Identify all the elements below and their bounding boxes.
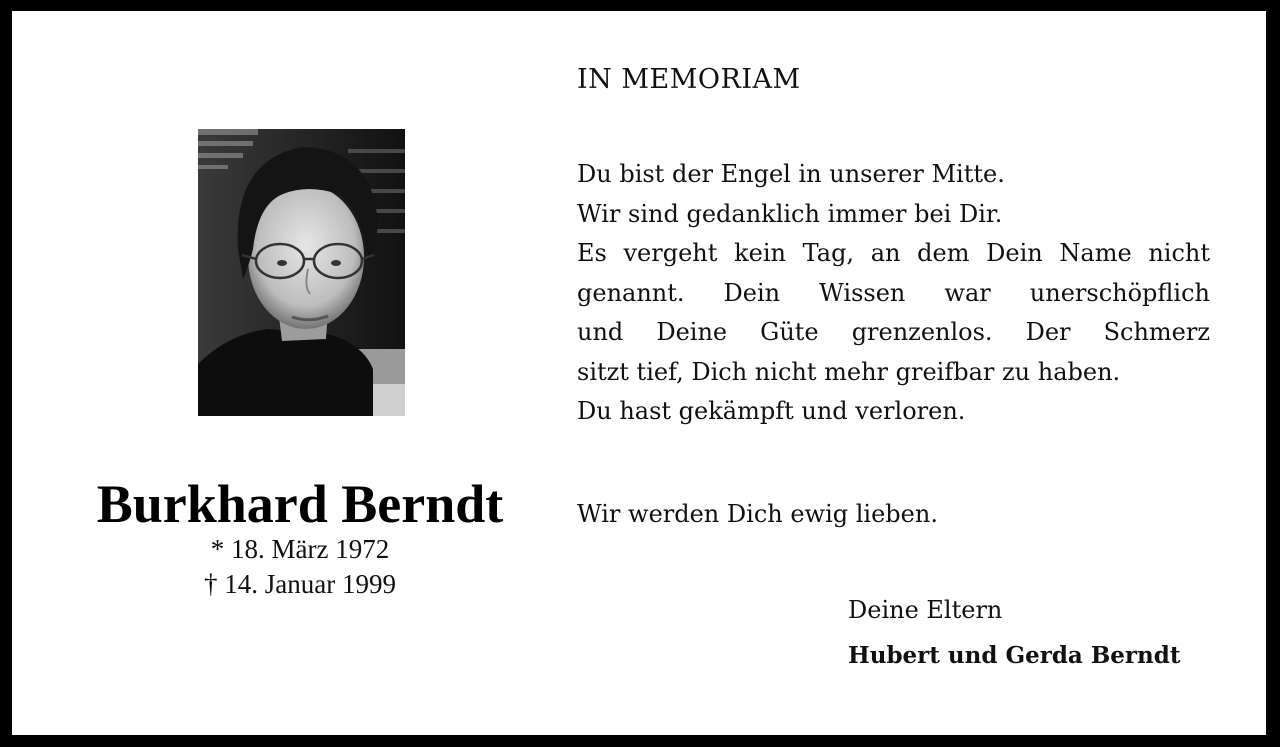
death-date: † 14. Januar 1999: [204, 569, 396, 599]
poem-line: Du hast gekämpft und verloren.: [577, 397, 966, 425]
signature-label: Deine Eltern: [848, 596, 1003, 624]
poem-line: Wir sind gedanklich immer bei Dir.: [577, 199, 1003, 228]
notice-heading: IN MEMORIAM: [577, 64, 801, 95]
portrait-photo: [198, 129, 405, 416]
poem-line: Du bist der Engel in unserer Mitte.: [577, 160, 1005, 188]
deceased-name: Burkhard Berndt: [96, 474, 504, 534]
poem-line: Es vergeht kein Tag, an dem Dein Name nicht: [577, 239, 1210, 267]
poem-text: [577, 155, 1210, 432]
birth-date: * 18. März 1972: [210, 534, 390, 564]
portrait-image: [198, 129, 405, 416]
poem-line: und Deine Güte grenzenlos. Der Schmerz: [577, 318, 1210, 346]
closing-line: Wir werden Dich ewig lieben.: [577, 500, 938, 528]
poem-line: sitzt tief, Dich nicht mehr greifbar zu haben.: [577, 357, 1121, 386]
signature-names: Hubert und Gerda Berndt: [848, 642, 1181, 669]
poem-line: genannt. Dein Wissen war unerschöpflich: [577, 278, 1210, 307]
